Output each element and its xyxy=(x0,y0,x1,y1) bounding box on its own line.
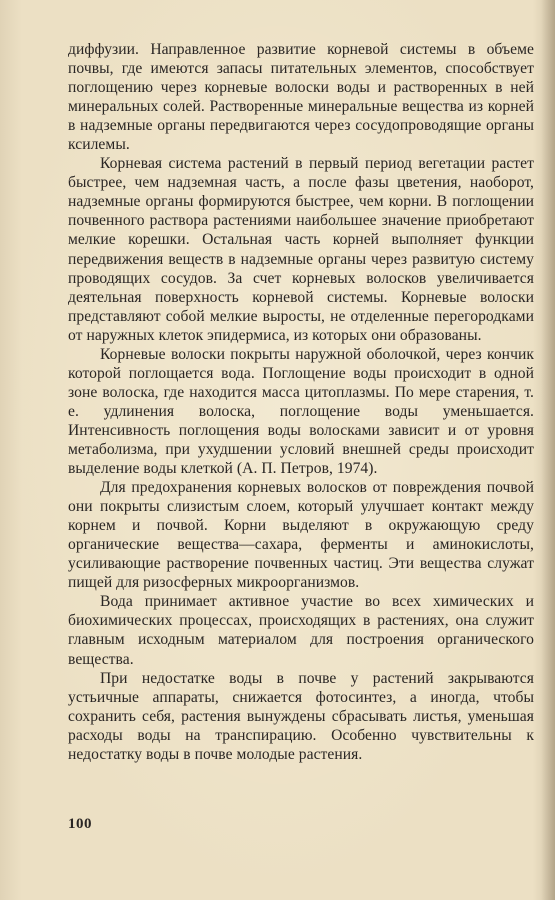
page-edge-shadow xyxy=(541,0,555,900)
paragraph-5: Вода принимает активное участие во всех химических и биохимических процессах, происходящих в растениях, она служит главным исходным материалом для построения органического вещества. xyxy=(68,593,534,668)
paragraph-6: При недостатке воды в почве у растений закрываются устьичные аппараты, снижается фотосинтез, а иногда, чтобы сохранить себя, растения вынуждены сбрасывать листья, уменьшая расходы воды на транспирацию. Особенно чувствительны к недостатку воды в почве молодые растения. xyxy=(68,669,534,763)
page-body xyxy=(68,40,534,764)
paragraph-2: Корневая система растений в первый период вегетации растет быстрее, чем надземная часть, а после фазы цветения, наоборот, надземные органы формируются быстрее, чем корни. В поглощении почвенного раствора растениями наибольшее значение приобретают мелкие корешки. Остальная часть корней выполняет функции передвижения веществ в надземные органы через развитую систему проводящих сосудов. За счет корневых волосков увеличивается деятельная поверхность корневой системы. Корневые волоски представляют собой мелкие выросты, не отделенные перегородками от наружных клеток эпидермиса, из которых они образованы. xyxy=(68,155,534,344)
paragraph-3: Корневые волоски покрыты наружной оболочкой, через кончик которой поглощается вода. Поглощение воды происходит в одной зоне волоска, где находится масса цитоплазмы. По мере старения, т. е. удлинения волоска, поглощение воды уменьшается. Интенсивность поглощения воды волосками зависит и от уровня метаболизма, при ухудшении условий внешней среды происходит выделение воды клеткой (А. П. Петров, 1974). xyxy=(68,345,534,478)
page-number: 100 xyxy=(68,816,92,832)
paragraph-1: диффузии. Направленное развитие корневой системы в объеме почвы, где имеются запасы питательных элементов, способствует поглощению через корневые волоски воды и растворенных в ней минеральных солей. Растворенные минеральные вещества из корней в надземные органы передвигаются через сосудопроводящие органы ксилемы. xyxy=(68,41,534,154)
paragraph-4: Для предохранения корневых волосков от повреждения почвой они покрыты слизистым слоем, который улучшает контакт между корнем и почвой. Корни выделяют в окружающую среду органические вещества—сахара, ферменты и аминокислоты, усиливающие растворение почвенных частиц. Эти вещества служат пищей для ризосферных микроорганизмов. xyxy=(68,479,534,592)
